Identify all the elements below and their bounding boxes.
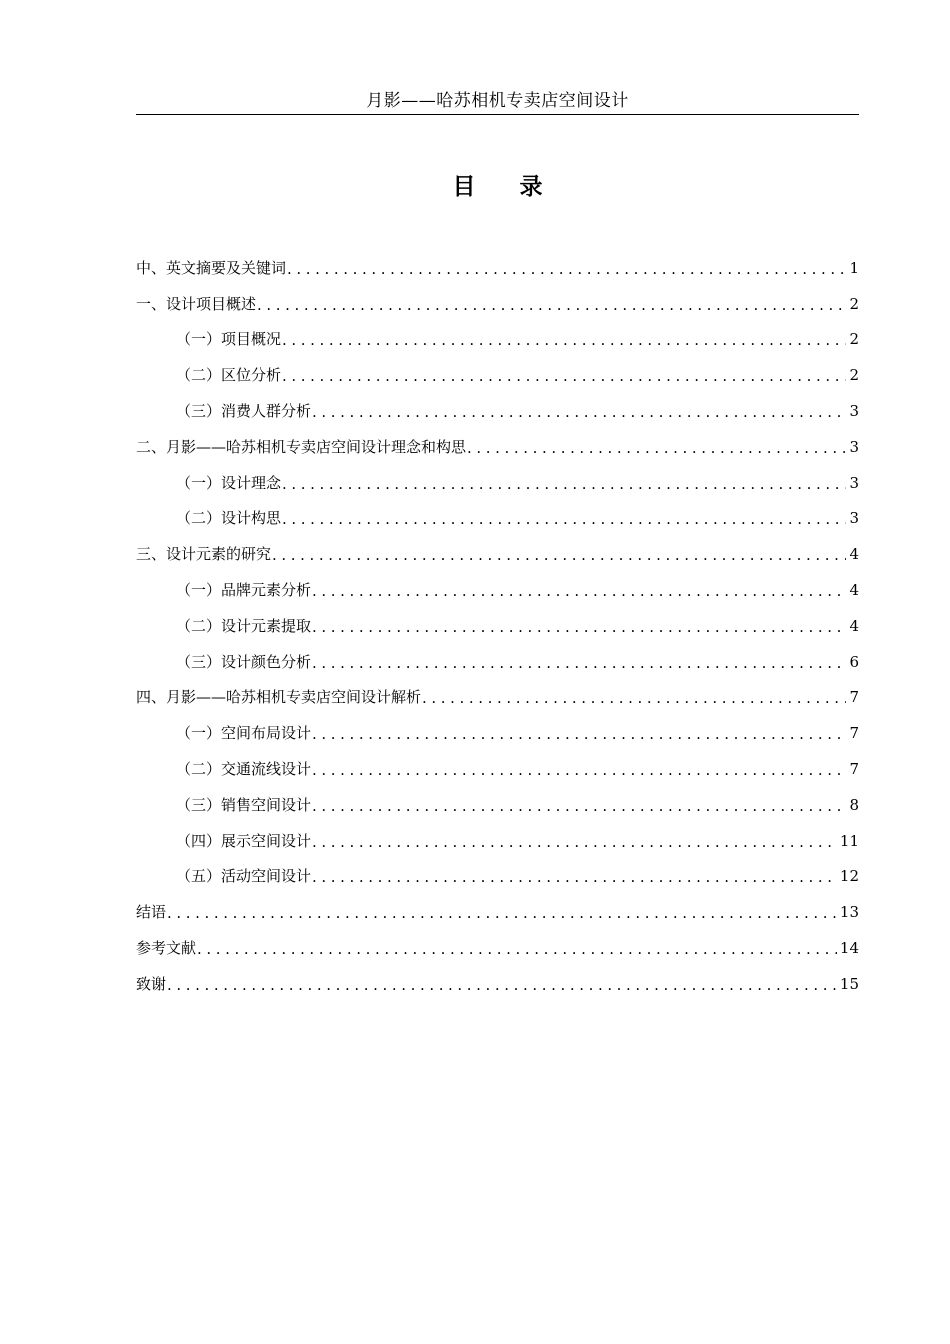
toc-dot-leader	[272, 545, 846, 565]
toc-entry-label: 中、英文摘要及关键词	[136, 258, 287, 277]
toc-entry[interactable]	[136, 644, 859, 680]
toc-entry-label: 二、月影——哈苏相机专卖店空间设计理念和构思	[136, 437, 467, 456]
toc-title: 目录	[452, 173, 587, 200]
toc-entry-page-number: 2	[849, 330, 859, 349]
toc-entry-page-number: 1	[849, 258, 859, 277]
toc-entry-page-number: 2	[849, 366, 859, 385]
toc-entry-page-number: 6	[849, 652, 859, 671]
toc-dot-leader	[312, 760, 846, 780]
toc-entry-page-number: 3	[849, 473, 859, 492]
toc-dot-leader	[312, 724, 846, 744]
running-header: 月影——哈苏相机专卖店空间设计	[366, 91, 629, 111]
toc-entry-label: 三、设计元素的研究	[136, 545, 272, 564]
toc-entry-label: （三）消费人群分析	[176, 402, 312, 421]
toc-dot-leader	[312, 867, 837, 887]
toc-entry-page-number: 4	[849, 616, 859, 635]
toc-entry-page-number: 14	[839, 939, 859, 958]
toc-entry[interactable]	[136, 536, 859, 572]
toc-entry-label: 致谢	[136, 974, 167, 993]
toc-entry[interactable]	[136, 966, 859, 1002]
toc-dot-leader	[282, 474, 846, 494]
toc-entry-page-number: 11	[839, 831, 859, 850]
toc-entry-page-number: 7	[849, 688, 859, 707]
toc-entry-label: （四）展示空间设计	[176, 831, 312, 850]
toc-dot-leader	[282, 330, 846, 350]
toc-entry-label: （一）品牌元素分析	[176, 581, 312, 600]
toc-entry-page-number: 7	[849, 760, 859, 779]
toc-entry-page-number: 15	[839, 974, 859, 993]
header-rule	[136, 114, 859, 115]
toc-entry[interactable]	[136, 715, 859, 751]
toc-entry-label: （二）交通流线设计	[176, 760, 312, 779]
toc-entry-label: （二）设计构思	[176, 509, 282, 528]
toc-entry[interactable]	[136, 859, 859, 895]
toc-entry-label: （五）活动空间设计	[176, 867, 312, 886]
toc-entry[interactable]	[136, 429, 859, 465]
toc-entry-label: （一）设计理念	[176, 473, 282, 492]
toc-entry[interactable]	[136, 250, 859, 286]
toc-dot-leader	[167, 903, 837, 923]
toc-dot-leader	[282, 509, 846, 529]
toc-dot-leader	[312, 796, 846, 816]
toc-dot-leader	[467, 438, 846, 458]
table-of-contents	[136, 250, 859, 1002]
toc-entry-label: （三）设计颜色分析	[176, 652, 312, 671]
toc-entry-page-number: 12	[839, 867, 859, 886]
toc-entry-label: （一）项目概况	[176, 330, 282, 349]
toc-entry[interactable]	[136, 572, 859, 608]
toc-entry[interactable]	[136, 608, 859, 644]
toc-entry-page-number: 7	[849, 724, 859, 743]
toc-entry[interactable]	[136, 751, 859, 787]
toc-dot-leader	[422, 688, 846, 708]
toc-entry-label: 结语	[136, 903, 167, 922]
toc-entry-page-number: 2	[849, 294, 859, 313]
toc-entry-page-number: 3	[849, 402, 859, 421]
toc-entry[interactable]	[136, 286, 859, 322]
toc-entry-label: （一）空间布局设计	[176, 724, 312, 743]
toc-dot-leader	[167, 975, 837, 995]
toc-entry-label: 参考文献	[136, 939, 197, 958]
toc-entry[interactable]	[136, 465, 859, 501]
toc-entry[interactable]	[136, 357, 859, 393]
toc-entry-page-number: 3	[849, 437, 859, 456]
toc-entry-page-number: 4	[849, 545, 859, 564]
toc-dot-leader	[312, 581, 846, 601]
toc-entry-label: （二）区位分析	[176, 366, 282, 385]
toc-entry[interactable]	[136, 322, 859, 358]
toc-dot-leader	[257, 295, 846, 315]
toc-entry-page-number: 3	[849, 509, 859, 528]
toc-entry[interactable]	[136, 501, 859, 537]
toc-entry[interactable]	[136, 680, 859, 716]
toc-entry-page-number: 4	[849, 581, 859, 600]
toc-dot-leader	[287, 259, 846, 279]
toc-entry[interactable]	[136, 823, 859, 859]
toc-entry-page-number: 8	[849, 795, 859, 814]
toc-entry-label: （三）销售空间设计	[176, 795, 312, 814]
toc-entry[interactable]	[136, 787, 859, 823]
toc-dot-leader	[282, 366, 846, 386]
toc-entry-label: 四、月影——哈苏相机专卖店空间设计解析	[136, 688, 422, 707]
toc-entry-label: （二）设计元素提取	[176, 616, 312, 635]
toc-dot-leader	[312, 653, 846, 673]
toc-dot-leader	[197, 939, 837, 959]
toc-entry[interactable]	[136, 894, 859, 930]
toc-entry[interactable]	[136, 930, 859, 966]
toc-entry[interactable]	[136, 393, 859, 429]
toc-dot-leader	[312, 832, 837, 852]
toc-entry-page-number: 13	[839, 903, 859, 922]
toc-dot-leader	[312, 617, 846, 637]
toc-entry-label: 一、设计项目概述	[136, 294, 257, 313]
toc-dot-leader	[312, 402, 846, 422]
